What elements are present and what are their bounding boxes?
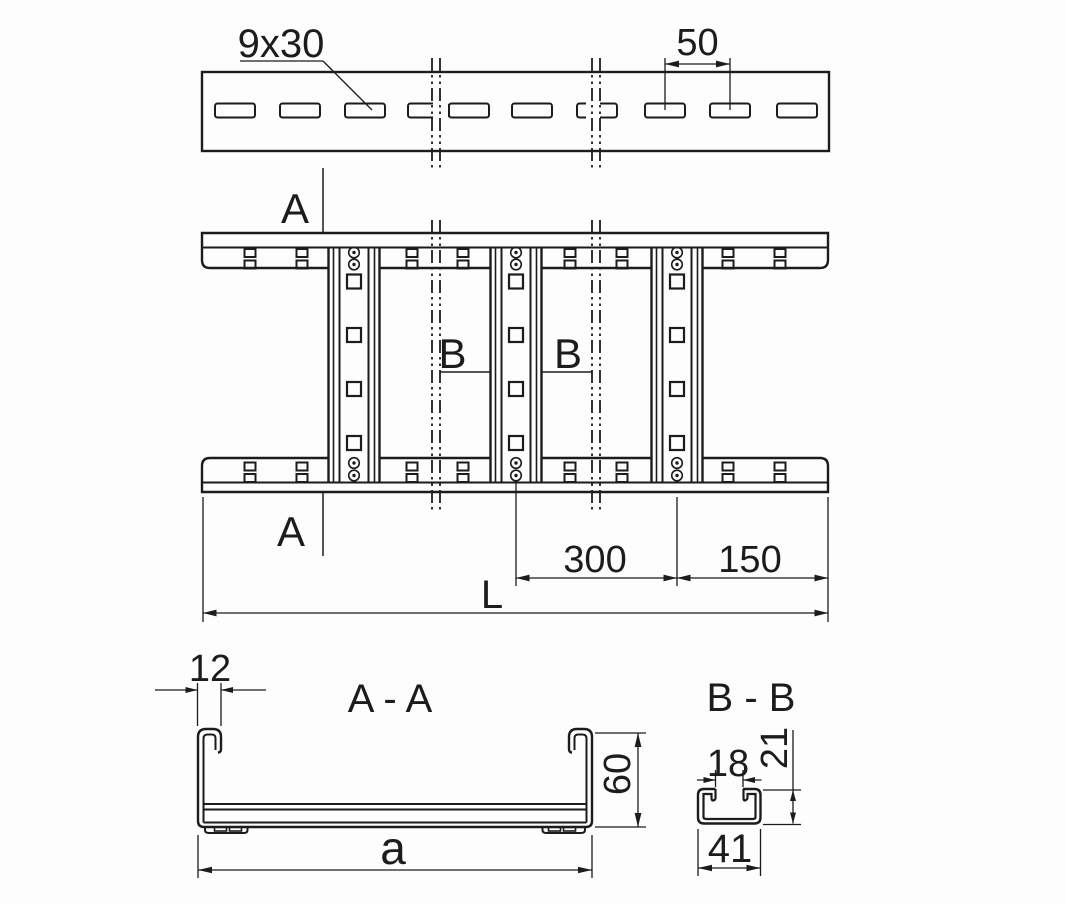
section-aa-title: A - A	[347, 677, 433, 721]
arrowhead	[815, 610, 829, 617]
arrowhead	[635, 813, 642, 827]
profile-outer	[198, 729, 592, 827]
rungs	[329, 247, 703, 482]
section-b-label-left: B	[438, 330, 467, 377]
slot-width-label: 18	[706, 743, 750, 785]
total-length-label: L	[480, 573, 504, 617]
width-dimension-bb	[698, 827, 761, 876]
rung-profile-inner	[704, 789, 756, 819]
width-label-bb: 41	[707, 827, 753, 871]
arrowhead	[664, 575, 678, 582]
section-a-marks	[277, 168, 323, 556]
arrowhead	[790, 790, 796, 801]
arrowhead	[203, 610, 217, 617]
width-dimension-aa	[198, 822, 592, 878]
height-label-aa: 60	[597, 752, 639, 796]
rung	[491, 247, 542, 482]
section-a-label-bottom: A	[276, 508, 306, 555]
arrowhead	[790, 813, 796, 824]
width-label-aa: a	[380, 822, 406, 874]
flange-width-label: 12	[188, 648, 232, 690]
end-spacing-label: 150	[718, 539, 782, 581]
section-bb-title: B - B	[706, 676, 796, 720]
arrowhead	[677, 575, 691, 582]
section-a-label-top: A	[280, 185, 310, 232]
top-view-side-rail	[202, 22, 829, 151]
arrowhead	[198, 867, 212, 873]
section-bb	[697, 676, 801, 876]
arrowhead	[578, 867, 592, 873]
rung	[329, 247, 380, 482]
arrowhead	[815, 575, 829, 582]
plan-view-ladder	[202, 168, 828, 622]
section-aa	[155, 648, 646, 878]
flange-width-dimension	[155, 648, 266, 726]
slot-width-dimension	[697, 743, 762, 787]
height-dimension-aa	[595, 733, 646, 827]
section-b-label-right: B	[553, 330, 583, 377]
rung	[652, 247, 703, 482]
height-label-bb: 21	[754, 726, 796, 770]
arrowhead	[516, 575, 530, 582]
slot-pitch-label: 50	[676, 22, 719, 64]
break-mask	[433, 100, 448, 121]
rung-spacing-label: 300	[563, 539, 627, 581]
rail-strip-outline	[202, 72, 829, 151]
slot-size-label: 9x30	[237, 22, 325, 66]
break-mask	[586, 100, 600, 121]
arrowhead	[635, 733, 642, 747]
